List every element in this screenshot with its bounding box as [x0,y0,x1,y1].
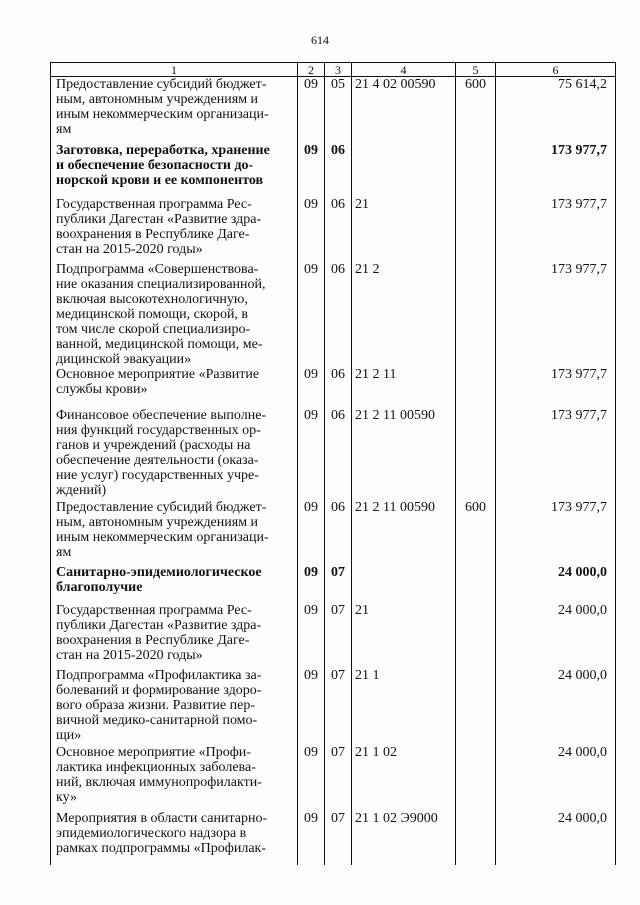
table-row [51,668,616,745]
undefined [352,565,456,603]
row-subsection: 06 [325,500,352,565]
table-row [51,408,616,500]
row-amount: 173 977,7 [496,197,616,262]
header-row [51,63,616,77]
undefined: 21 1 [352,668,456,745]
row-expense-type [456,408,496,500]
row-subsection: 07 [325,811,352,865]
undefined [352,143,456,197]
row-section: 09 [298,811,325,865]
row-section: 09 [298,745,325,811]
table-row [51,197,616,262]
table-row [51,565,616,603]
row-expense-type: 600 [456,500,496,565]
row-expense-type [456,811,496,865]
header-col-5: 5 [456,63,496,77]
row-amount: 24 000,0 [496,565,616,603]
header-col-3: 3 [325,63,352,77]
row-name: Государственная программа Рес- публики Дагестан «Развитие здра- воохранения в Республике Даге- стан на 2015-2020 годы» [51,197,298,262]
row-name: Государственная программа Рес- публики Дагестан «Развитие здра- воохранения в Республике Даге- стан на 2015-2020 годы» [51,603,298,668]
row-name: Основное мероприятие «Развитие службы крови» [51,367,298,408]
row-amount: 173 977,7 [496,367,616,408]
row-section: 09 [298,197,325,262]
table-row [51,811,616,865]
row-name: Санитарно-эпидемиологическое благополучие [51,565,298,603]
row-amount: 173 977,7 [496,408,616,500]
row-expense-type [456,262,496,367]
undefined: 21 [352,197,456,262]
table-row [51,500,616,565]
undefined: 21 1 02 [352,745,456,811]
row-name: Мероприятия в области санитарно- эпидемиологического надзора в рамках подпрограммы «Профилак- [51,811,298,865]
row-subsection: 07 [325,565,352,603]
row-section: 09 [298,565,325,603]
row-expense-type: 600 [456,77,496,143]
row-subsection: 06 [325,197,352,262]
table-row [51,77,616,143]
row-subsection: 05 [325,77,352,143]
table-row [51,603,616,668]
row-section: 09 [298,500,325,565]
row-name: Предоставление субсидий бюджет- ным, автономным учреждениям и иным некоммерческим организаци- ям [51,500,298,565]
row-name: Финансовое обеспечение выполне- ния функций государственных ор- ганов и учреждений (расходы на обеспечение деятельности (оказа- ние услуг) государственных учре- ждений) [51,408,298,500]
table-row [51,143,616,197]
row-name: Основное мероприятие «Профи- лактика инфекционных заболева- ний, включая иммунопрофилакти- ку» [51,745,298,811]
header-col-1: 1 [51,63,298,77]
row-section: 09 [298,77,325,143]
row-section: 09 [298,408,325,500]
row-amount: 75 614,2 [496,77,616,143]
table-row [51,367,616,408]
row-amount: 173 977,7 [496,262,616,367]
row-section: 09 [298,367,325,408]
row-subsection: 06 [325,367,352,408]
row-section: 09 [298,668,325,745]
header-col-2: 2 [298,63,325,77]
row-expense-type [456,367,496,408]
row-subsection: 06 [325,143,352,197]
undefined: 21 [352,603,456,668]
undefined: 21 2 11 [352,367,456,408]
table-row [51,745,616,811]
undefined: 21 4 02 00590 [352,77,456,143]
row-amount: 24 000,0 [496,603,616,668]
row-section: 09 [298,262,325,367]
page-number: 614 [311,33,329,47]
row-section: 09 [298,603,325,668]
row-amount: 24 000,0 [496,745,616,811]
table-row [51,262,616,367]
header-col-6: 6 [496,63,616,77]
row-section: 09 [298,143,325,197]
row-subsection: 06 [325,262,352,367]
header-col-4: 4 [352,63,456,77]
row-name: Предоставление субсидий бюджет- ным, автономным учреждениям и иным некоммерческим организаци- ям [51,77,298,143]
row-expense-type [456,745,496,811]
row-amount: 173 977,7 [496,143,616,197]
row-name: Подпрограмма «Профилактика за- болеваний и формирование здоро- вого образа жизни. Развитие пер- вичной медико-санитарной помо- щи» [51,668,298,745]
row-subsection: 07 [325,745,352,811]
row-name: Подпрограмма «Совершенствова- ние оказания специализированной, включая высокотехнологичную, медицинской помощи, скорой, в том числе скорой специализиро- ванной, медицинской помощи, ме- дицинской эвакуации» [51,262,298,367]
row-amount: 24 000,0 [496,811,616,865]
undefined: 21 2 11 00590 [352,408,456,500]
row-expense-type [456,143,496,197]
undefined: 21 1 02 Э9000 [352,811,456,865]
row-subsection: 07 [325,603,352,668]
row-expense-type [456,197,496,262]
row-expense-type [456,603,496,668]
row-subsection: 06 [325,408,352,500]
row-amount: 24 000,0 [496,668,616,745]
row-expense-type [456,565,496,603]
row-amount: 173 977,7 [496,500,616,565]
row-expense-type [456,668,496,745]
budget-table [50,62,616,865]
row-name: Заготовка, переработка, хранение и обеспечение безопасности до- норской крови и ее компонентов [51,143,298,197]
undefined: 21 2 [352,262,456,367]
undefined: 21 2 11 00590 [352,500,456,565]
row-subsection: 07 [325,668,352,745]
